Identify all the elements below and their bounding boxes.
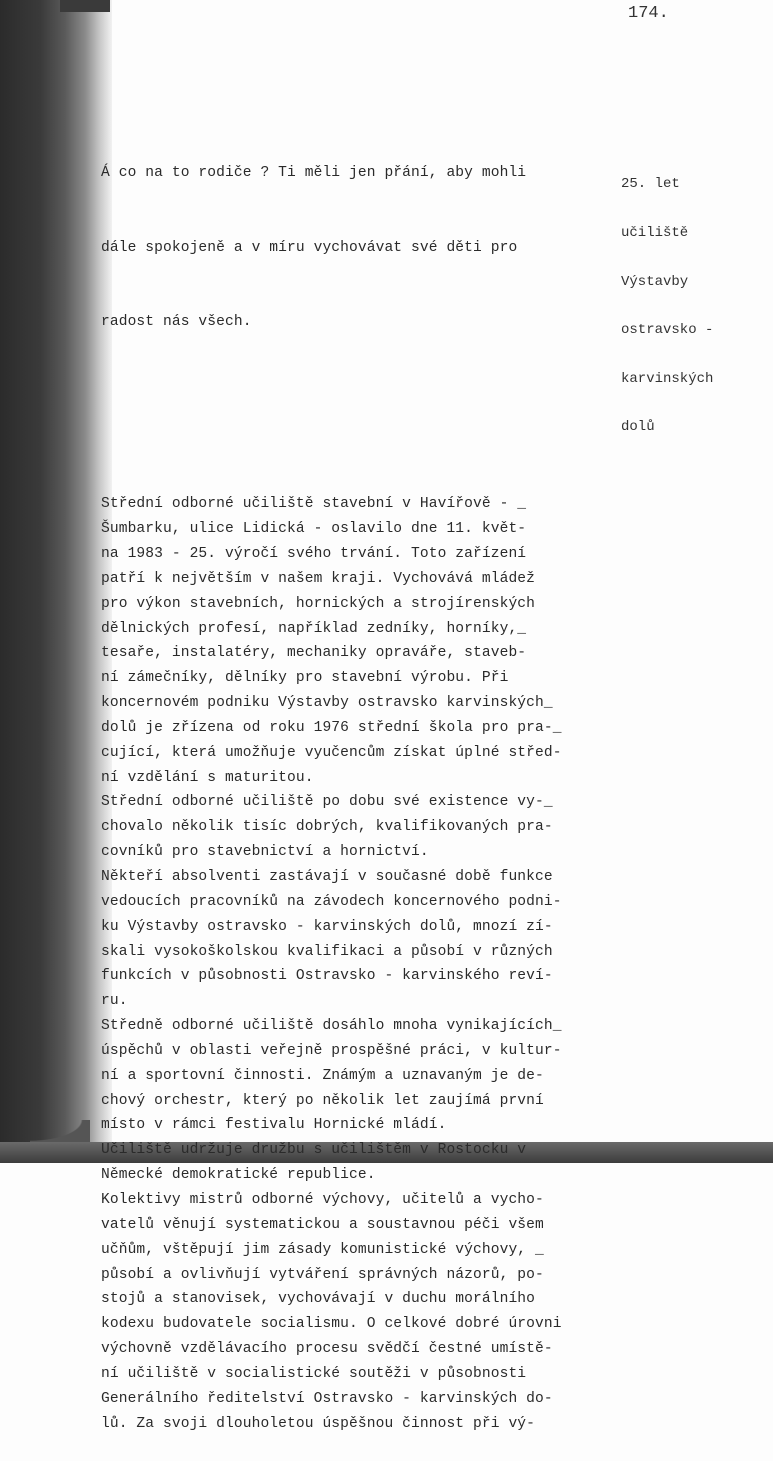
binding-top-shadow	[60, 0, 110, 12]
text-line: chovalo několik tisíc dobrých, kvalifikovaných pra-	[101, 819, 553, 836]
text-line: skali vysokoškolskou kvalifikaci a působí v různých	[101, 943, 553, 960]
text-line: ní učiliště v socialistické soutěži v působnosti	[101, 1365, 527, 1382]
text-line: covníků pro stavebnictví a hornictví.	[101, 844, 429, 861]
document-body	[101, 62, 631, 1461]
binding-shadow	[0, 0, 112, 1163]
margin-note-line: karvinských	[621, 370, 714, 387]
text-line: dále spokojeně a v míru vychovávat své děti pro	[101, 239, 518, 256]
text-line: pro výkon stavebních, hornických a strojírenských	[101, 595, 536, 612]
text-line: na 1983 - 25. výročí svého trvání. Toto zařízení	[101, 546, 527, 563]
margin-note-line: ostravsko -	[621, 322, 714, 339]
text-line: Šumbarku, ulice Lidická - oslavilo dne 11. květ-	[101, 521, 527, 538]
text-line: chový orchestr, který po několik let zaujímá první	[101, 1092, 544, 1109]
text-line: Střední odborné učiliště stavební v Havířově - _	[101, 496, 527, 513]
text-line: koncernovém podniku Výstavby ostravsko karvinských_	[101, 695, 553, 712]
text-line: tesaře, instalatéry, mechaniky opraváře, staveb-	[101, 645, 527, 662]
text-line: Kolektivy mistrů odborné výchovy, učitelů a vycho-	[101, 1191, 544, 1208]
main-paragraphs	[101, 492, 631, 1436]
text-line: vedoucích pracovníků na závodech koncernového podni-	[101, 893, 562, 910]
text-line: funkcích v působnosti Ostravsko - karvinského reví-	[101, 968, 553, 985]
text-line: cující, která umožňuje vyučencům získat úplné střed-	[101, 744, 562, 761]
text-line: místo v rámci festivalu Hornické mládí.	[101, 1117, 447, 1134]
text-line: Středně odborné učiliště dosáhlo mnoha vynikajících_	[101, 1018, 562, 1035]
paragraph-gap	[101, 435, 631, 443]
margin-note-line: 25. let	[621, 176, 680, 193]
text-line: Německé demokratické republice.	[101, 1167, 376, 1184]
text-line: radost nás všech.	[101, 314, 252, 331]
margin-note	[621, 144, 771, 452]
text-line: stojů a stanovisek, vychovávají v duchu morálního	[101, 1291, 536, 1308]
text-line: působí a ovlivňují vytváření správných názorů, po-	[101, 1266, 544, 1283]
text-line: Učiliště udržuje družbu s učilištěm v Rostocku v	[101, 1142, 527, 1159]
text-line: Á co na to rodiče ? Ti měli jen přání, aby mohli	[101, 165, 527, 182]
text-line: ní zámečníky, dělníky pro stavební výrobu. Při	[101, 670, 509, 687]
margin-note-line: dolů	[621, 419, 655, 436]
page-number: 174.	[628, 4, 669, 23]
text-line: lů. Za svoji dlouholetou úspěšnou činnost při vý-	[101, 1415, 536, 1432]
text-line: úspěchů v oblasti veřejně prospěšné práci, v kultur-	[101, 1042, 562, 1059]
text-line: ní a sportovní činnosti. Známým a uznavaným je de-	[101, 1067, 544, 1084]
text-line: Střední odborné učiliště po dobu své existence vy-_	[101, 794, 553, 811]
text-line: Někteří absolventi zastávají v současné době funkce	[101, 869, 553, 885]
text-line: dolů je zřízena od roku 1976 střední škola pro pra-_	[101, 719, 562, 736]
margin-note-line: učiliště	[621, 225, 689, 241]
text-line: vatelů věnují systematickou a soustavnou péči všem	[101, 1216, 544, 1233]
text-line: ru.	[101, 993, 128, 1010]
page-curl-shadow	[30, 1120, 90, 1144]
text-line: dělnických profesí, například zedníky, horníky,_	[101, 620, 527, 637]
intro-paragraph	[101, 112, 631, 385]
text-line: Generálního ředitelství Ostravsko - karvinských do-	[101, 1390, 553, 1407]
text-line: učňům, vštěpují jim zásady komunistické výchovy, _	[101, 1241, 544, 1258]
text-line: ku Výstavby ostravsko - karvinských dolů, mnozí zí-	[101, 918, 553, 935]
text-line: patří k největším v našem kraji. Vychovává mládež	[101, 570, 536, 587]
margin-note-line: Výstavby	[621, 273, 689, 290]
text-line: kodexu budovatele socialismu. O celkové dobré úrovni	[101, 1316, 562, 1333]
text-line: ní vzdělání s maturitou.	[101, 769, 314, 786]
text-line: výchovně vzdělávacího procesu svědčí čestné umístě-	[101, 1341, 553, 1358]
